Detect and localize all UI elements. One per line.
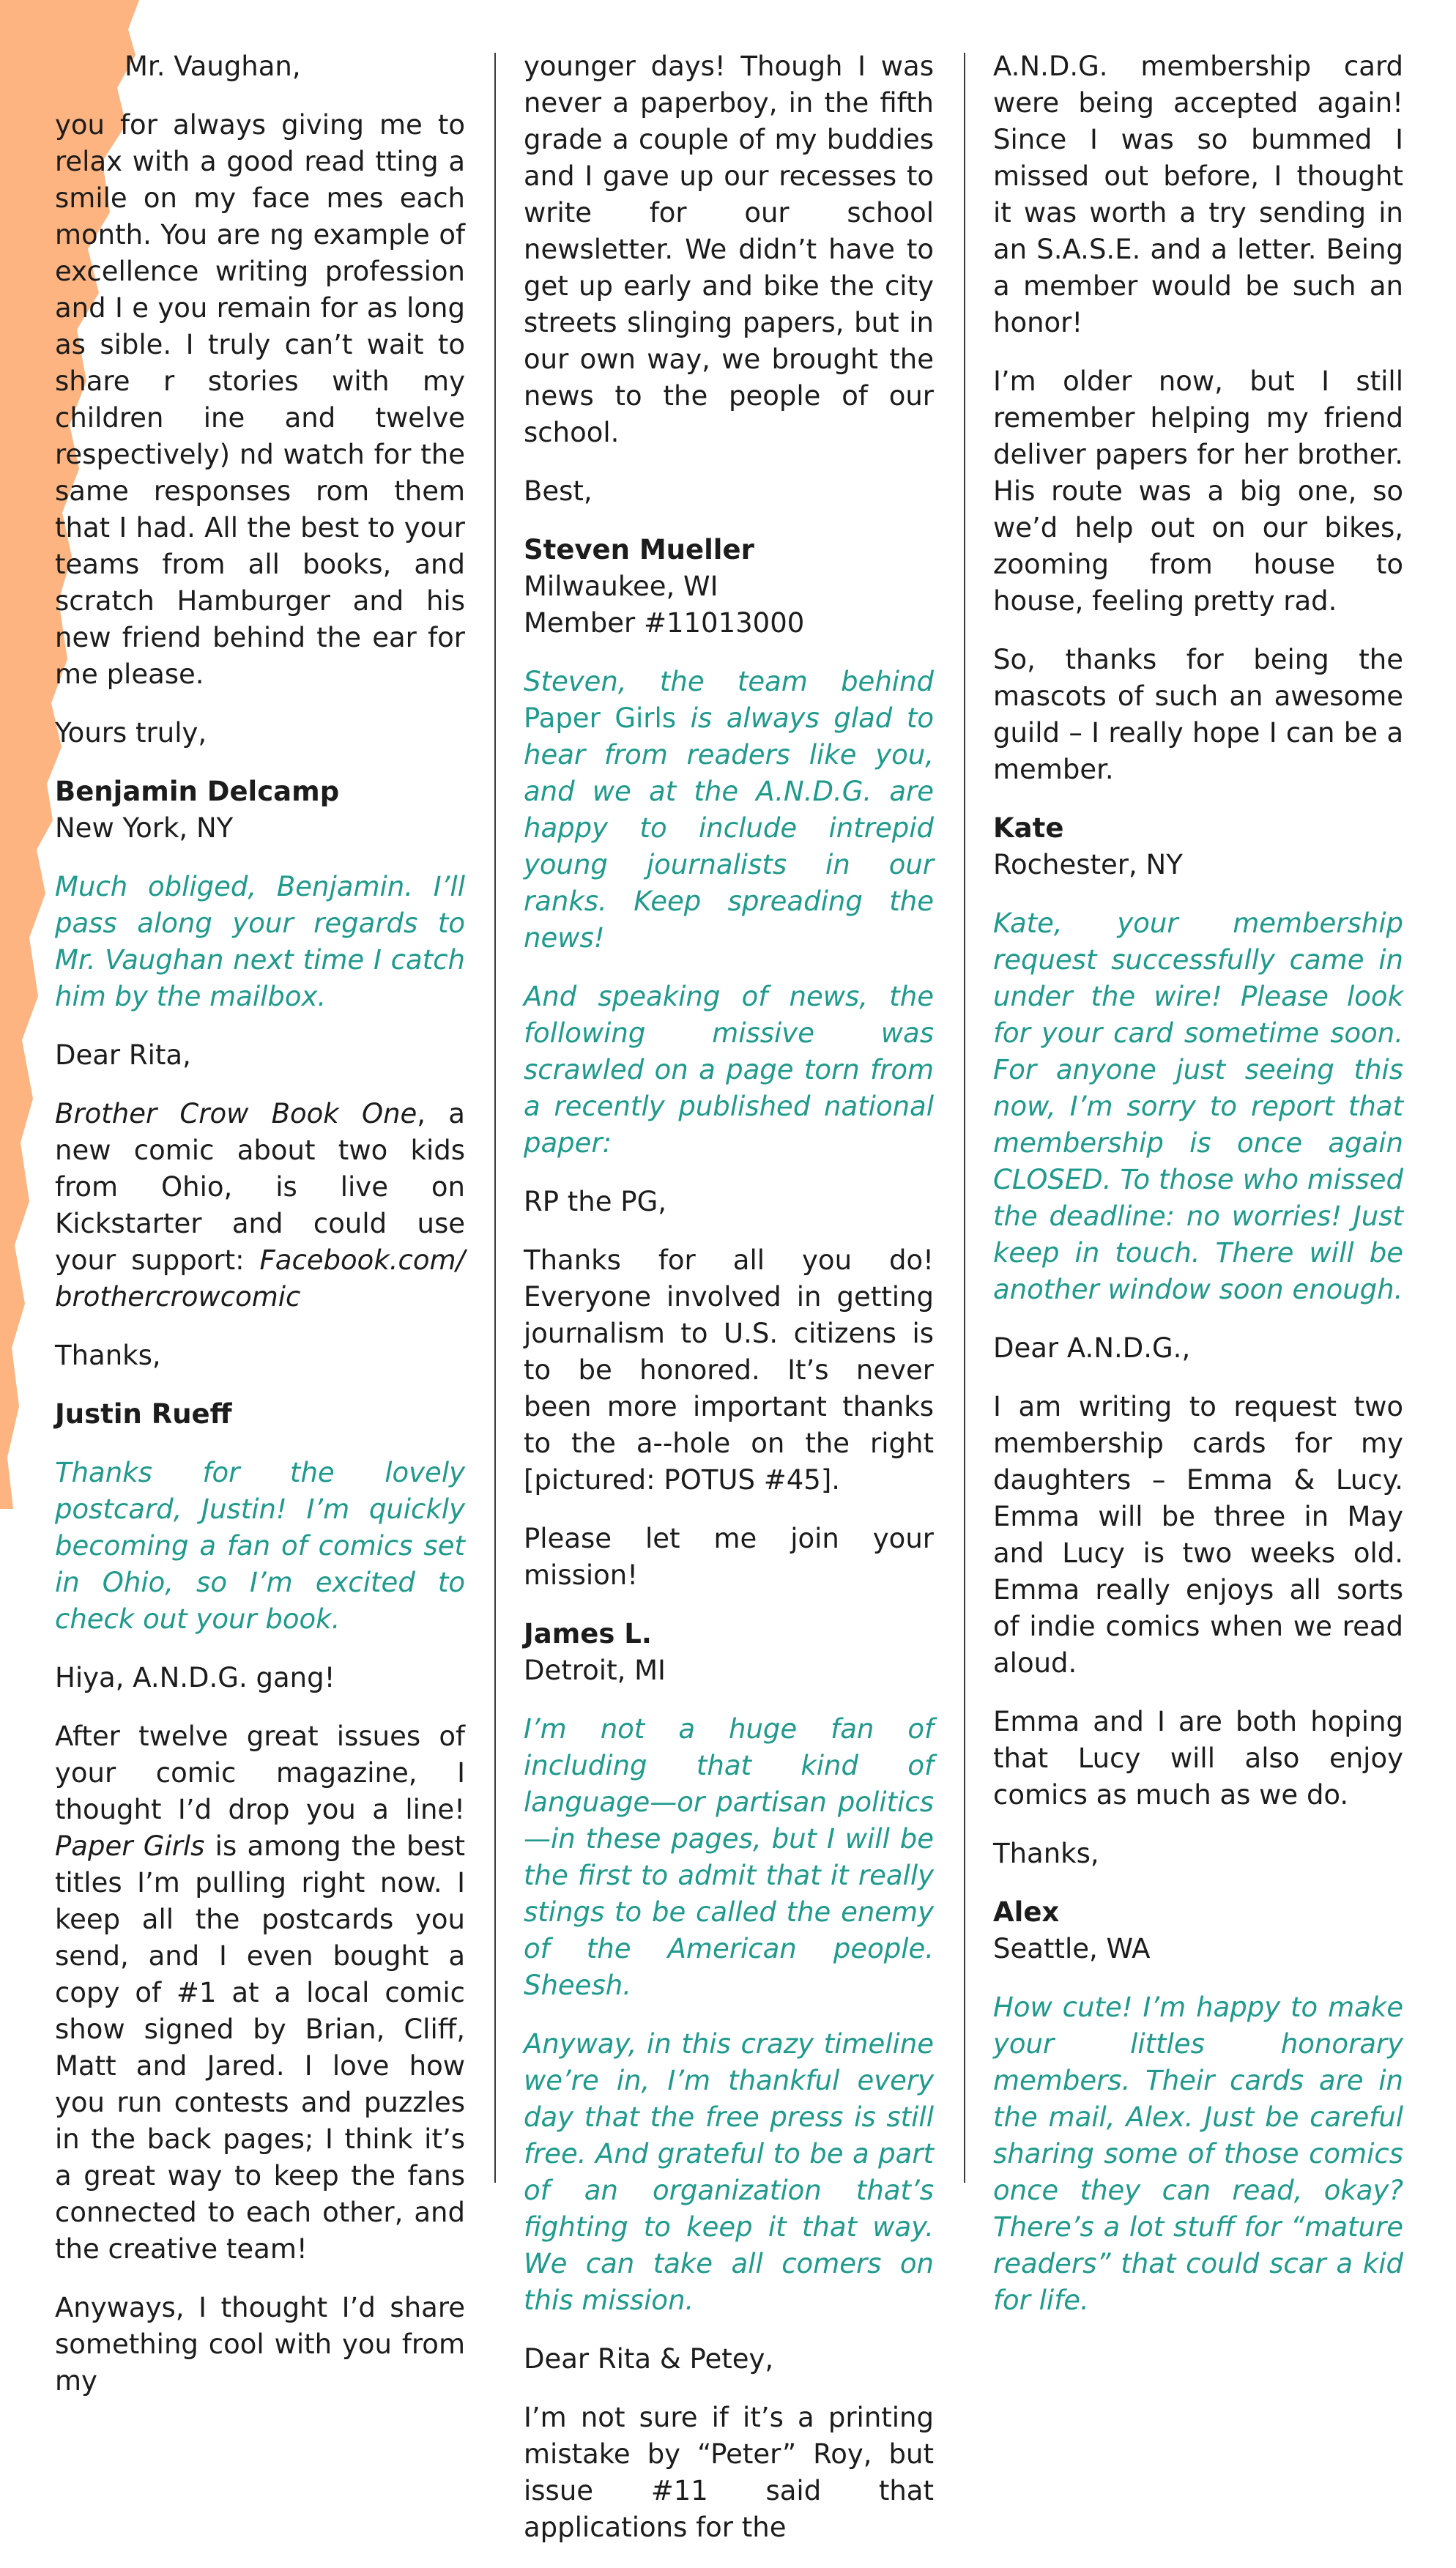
author-name: Alex	[993, 1896, 1060, 1928]
editor-response: Much obliged, Benjamin. I’ll pass along your regards to Mr. Vaughan next time I catch him by the mailbox.	[55, 871, 465, 1012]
column-2	[524, 48, 934, 2568]
letter-body: Emma and I are both hoping that Lucy will also enjoy comics as much as we do.	[993, 1706, 1403, 1811]
comic-title: Paper Girls	[524, 702, 677, 734]
member-number: Member #11013000	[524, 607, 805, 639]
letter-body: I am writing to request two membership cards for my daughters – Emma & Lucy. Emma will be three in May and Lucy is two weeks old. Emma really enjoys all sorts of indie comics when we read aloud.	[993, 1391, 1403, 1679]
signoff: Thanks,	[993, 1838, 1099, 1869]
greeting: Dear Rita & Petey,	[524, 2343, 774, 2375]
signoff: Best,	[524, 475, 593, 507]
book-title: Brother Crow Book One	[55, 1098, 417, 1129]
editor-response: Kate, your membership request successfully came in under the wire! Please look for your card sometime soon. For anyone just seeing this now, I’m sorry to report that membership is once again CLOSED. To those who missed the deadline: no worries! Just keep in touch. There will be another window soon enough.	[993, 908, 1403, 1305]
response-text: is always glad to hear from readers like you, and we at the A.N.D.G. are happy to include intrepid young journalists in our ranks. Keep spreading the news!	[524, 702, 934, 954]
signoff: Thanks,	[55, 1340, 161, 1371]
letter-body	[55, 1096, 465, 1315]
letter-body: So, thanks for being the mascots of such an awesome guild – I really hope I can be a member.	[993, 644, 1403, 785]
facebook-link[interactable]: Facebook.com/ brothercrowcomic	[55, 1244, 465, 1313]
letter-body: Please let me join your mission!	[524, 1523, 934, 1591]
letter-body: younger days! Though I was never a paperboy, in the fifth grade a couple of my buddies and I gave up our recesses to write for our school newsletter. We didn’t have to get up early and bike the city streets slinging papers, but in our own way, we brought the news to the people of our school.	[524, 51, 934, 448]
editor-response: Thanks for the lovely postcard, Justin! I’m quickly becoming a fan of comics set in Ohio, so I’m excited to check out your book.	[55, 1457, 465, 1635]
column-1	[55, 48, 465, 2422]
author-name: Steven Mueller	[524, 534, 754, 565]
letter-body	[55, 1718, 465, 2268]
editor-response: I’m not a huge fan of including that kind of language—or partisan politics—in these pages, but I will be the first to admit that it really stings to be called the enemy of the American people. Sheesh.	[524, 1713, 934, 2001]
letter-body: Thanks for all you do! Everyone involved in getting journalism to U.S. citizens is to be honored. It’s never been more important thanks to the a--hole on the right [pictured: POTUS #45].	[524, 1244, 934, 1496]
author-name: Kate	[993, 812, 1064, 844]
author-location: Detroit, MI	[524, 1655, 666, 1686]
author-location: Milwaukee, WI	[524, 571, 718, 602]
greeting: RP the PG,	[524, 1186, 667, 1217]
greeting: Dear Rita,	[55, 1039, 191, 1071]
editor-response	[524, 664, 934, 957]
letter-body: A.N.D.G. membership card were being accepted again! Since I was so bummed I missed out before, I thought it was worth a try sending in an S.A.S.E. and a letter. Being a member would be such an honor!	[993, 51, 1403, 338]
author-name: James L.	[524, 1618, 652, 1649]
author-name: Justin Rueff	[55, 1398, 232, 1430]
letter-body: Anyways, I thought I’d share something cool with you from my	[55, 2292, 465, 2397]
letter-text: , a new comic about two kids from Ohio, is live on Kickstarter and could use your support:	[55, 1098, 465, 1276]
response-text: Steven, the team behind	[524, 666, 934, 697]
editor-response: Anyway, in this crazy timeline we’re in, I’m thankful every day that the free press is still free. And grateful to be a part of an organization that’s fighting to keep it that way. We can take all comers on this mission.	[524, 2028, 934, 2316]
letter-text: is among the best titles I’m pulling right now. I keep all the postcards you send, and I even bought a copy of #1 at a local comic show signed by Brian, Cliff, Matt and Jared. I love how you run contests and puzzles in the back pages; I think it’s a great way to keep the fans connected to each other, and the creative team!	[55, 1830, 465, 2265]
signoff: Yours truly,	[55, 717, 207, 749]
author-location: Seattle, WA	[993, 1933, 1151, 1964]
letter-body: you for always giving me to relax with a good read tting a smile on my face mes each month. You are ng example of excellence writing profession and I e you remain for as long as sible. I truly can’t wait to share r stories with my children ine and twelve respectively) nd watch for the same responses rom them that I had. All the best to your teams from all books, and scratch Hamburger and his new friend behind the ear for me please.	[55, 109, 465, 690]
column-divider-1	[494, 53, 496, 2183]
greeting: Dear A.N.D.G.,	[993, 1332, 1191, 1364]
column-divider-2	[964, 53, 965, 2183]
editor-response: And speaking of news, the following missive was scrawled on a page torn from a recently published national paper:	[524, 981, 934, 1159]
letter-body: I’m not sure if it’s a printing mistake by “Peter” Roy, but issue #11 said that applications for the	[524, 2402, 934, 2543]
letter-text: After twelve great issues of your comic magazine, I thought I’d drop you a line!	[55, 1721, 465, 1825]
comic-title: Paper Girls	[55, 1830, 205, 1862]
column-3	[993, 48, 1403, 2341]
author-name: Benjamin Delcamp	[55, 776, 340, 807]
greeting: Hiya, A.N.D.G. gang!	[55, 1662, 335, 1693]
greeting: Mr. Vaughan,	[125, 51, 301, 82]
editor-response: How cute! I’m happy to make your littles honorary members. Their cards are in the mail, Alex. Just be careful sharing some of those comics once they can read, okay? There’s a lot stuff for “mature readers” that could scar a kid for life.	[993, 1992, 1403, 2316]
author-location: New York, NY	[55, 812, 234, 844]
author-location: Rochester, NY	[993, 849, 1183, 880]
letter-body: I’m older now, but I still remember helping my friend deliver papers for her brother. His route was a big one, so we’d help out on our bikes, zooming from house to house, feeling pretty rad.	[993, 365, 1403, 617]
